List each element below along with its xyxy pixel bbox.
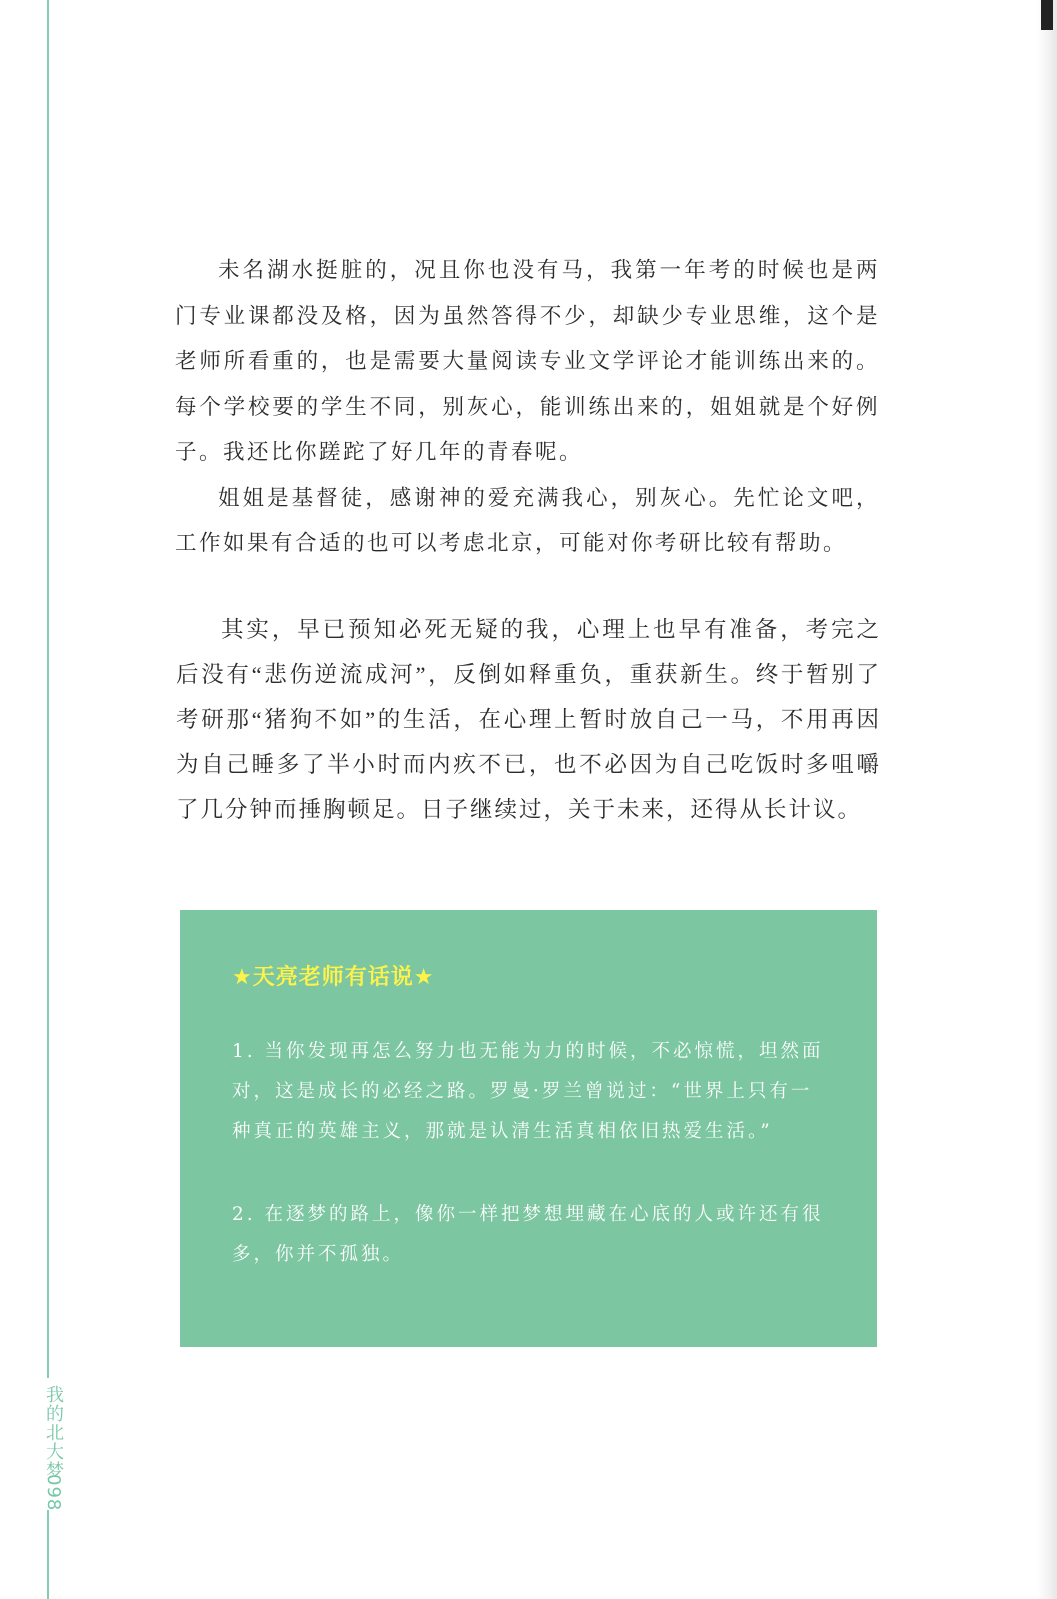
tip-item: 2. 在逐梦的路上，像你一样把梦想埋藏在心底的人或许还有很多，你并不孤独。 [232, 1204, 824, 1265]
narrative-paragraph: 其实，早已预知必死无疑的我，心理上也早有准备，考完之后没有“悲伤逆流成河”，反倒如释重负，重获新生。终于暂别了考研那“猪狗不如”的生活，在心理上暂时放自己一马，不用再因为自己睡多了半小时而内疚不已，也不必因为自己吃饭时多咀嚼了几分钟而捶胸顿足。日子继续过，关于未来，还得从长计议。 [176, 617, 881, 822]
letter-paragraph: 未名湖水挺脏的，况且你也没有马，我第一年考的时候也是两门专业课都没及格，因为虽然答得不少，却缺少专业思维，这个是老师所看重的，也是需要大量阅读专业文学评论才能训练出来的。每个学校要的学生不同，别灰心，能训练出来的，姐姐就是个好例子。我还比你蹉跎了好几年的青春呢。 [175, 258, 880, 465]
letter-paragraph: 姐姐是基督徒，感谢神的爱充满我心，别灰心。先忙论文吧，工作如果有合适的也可以考虑北京，可能对你考研比较有帮助。 [175, 485, 880, 556]
page-edge-shadow [1037, 0, 1057, 1599]
letter-text [175, 248, 880, 567]
narrative-text [176, 607, 881, 832]
margin-rule [47, 0, 49, 1378]
page-number: 098 [43, 1474, 64, 1512]
running-title: 我的北大梦 [43, 1385, 64, 1480]
teacher-tip-box [180, 910, 877, 1347]
margin-rule-lower [47, 1510, 49, 1599]
tip-item: 1. 当你发现再怎么努力也无能为力的时候，不必惊慌，坦然面对，这是成长的必经之路。罗曼·罗兰曾说过：“世界上只有一种真正的英雄主义，那就是认清生活真相依旧热爱生活。” [232, 1041, 824, 1142]
page-edge-mark [1041, 0, 1053, 30]
tip-box-title: ★天亮老师有话说★ [232, 965, 435, 990]
